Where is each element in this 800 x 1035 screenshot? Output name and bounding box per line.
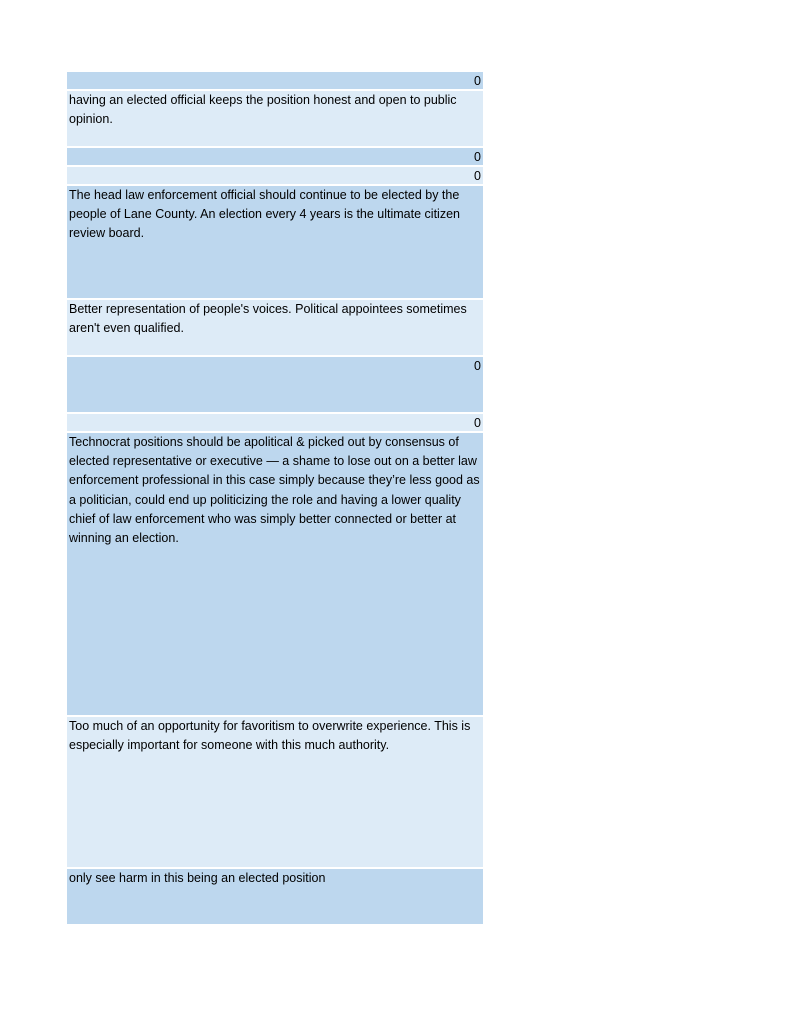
cell-row-8: 0 xyxy=(67,414,483,433)
cell-row-10: Too much of an opportunity for favoritism to overwrite experience. This is especially important for someone with this much authority. xyxy=(67,717,483,869)
cell-row-6: Better representation of people's voices. Political appointees sometimes aren't even qualified. xyxy=(67,300,483,357)
cell-row-2: having an elected official keeps the position honest and open to public opinion. xyxy=(67,91,483,148)
cell-row-11: only see harm in this being an elected position xyxy=(67,869,483,924)
spreadsheet-column xyxy=(67,72,483,924)
cell-row-9: Technocrat positions should be apolitical & picked out by consensus of elected representative or executive — a shame to lose out on a better law enforcement professional in this case simply because they’re less good as a politician, could end up politicizing the role and having a lower quality chief of law enforcement who was simply better connected or better at winning an election. xyxy=(67,433,483,717)
cell-row-3: 0 xyxy=(67,148,483,167)
cell-row-7: 0 xyxy=(67,357,483,414)
cell-row-1: 0 xyxy=(67,72,483,91)
cell-row-4: 0 xyxy=(67,167,483,186)
cell-row-5: The head law enforcement official should continue to be elected by the people of Lane County. An election every 4 years is the ultimate citizen review board. xyxy=(67,186,483,300)
